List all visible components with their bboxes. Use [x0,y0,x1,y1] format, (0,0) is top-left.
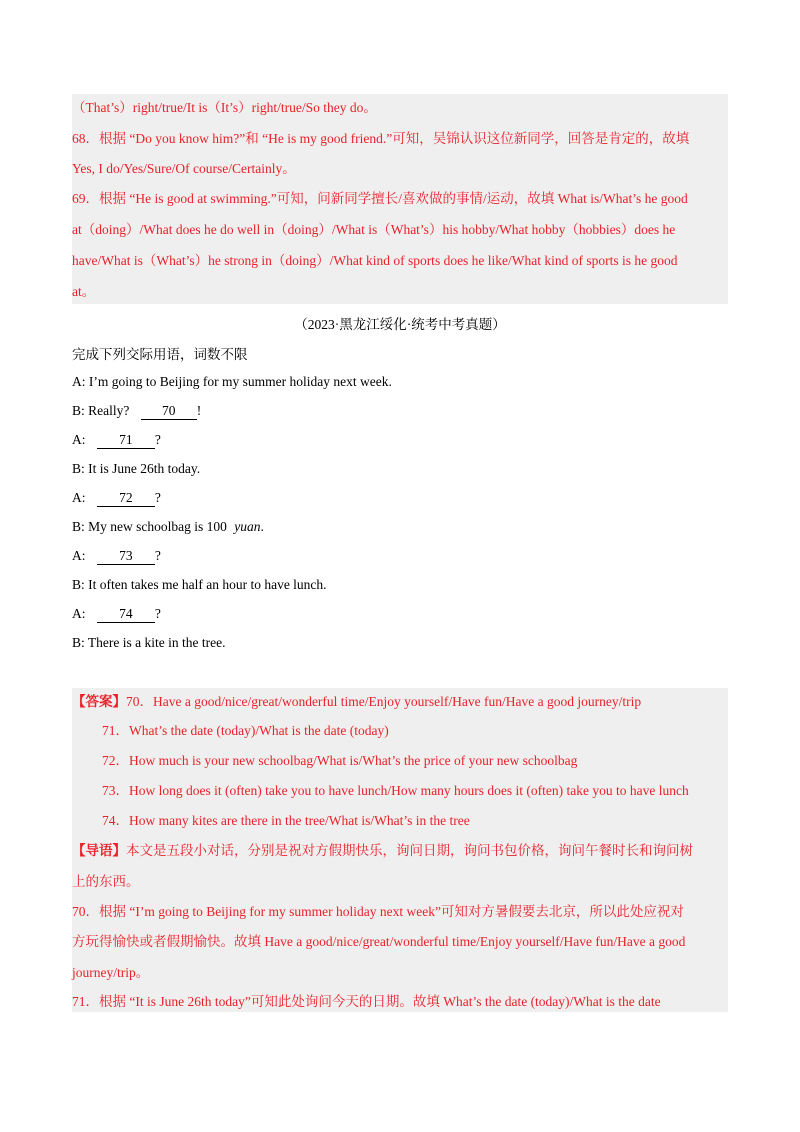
dialogue-a3-prefix: A: [72,490,86,505]
explanation-70-line-1: 70．根据 “I’m going to Beijing for my summer holiday next week”可知对方暑假要去北京，所以此处应祝对 [72,904,684,919]
dialogue-a3 [72,488,728,508]
guide-line-1 [72,841,728,861]
explanation-69-line-4: at。 [72,284,96,299]
answer-71: 71．What’s the date (today)/What is the date (today) [102,723,389,738]
dialogue-b1-suffix: ! [196,403,202,418]
instruction-text: 完成下列交际用语，词数不限 [72,347,248,362]
dialogue-a2 [72,430,728,450]
dialogue-a3-suffix: ? [154,490,161,505]
explanation-69-line-2: at（doing）/What does he do well in（doing）/What is（What’s）his hobby/What hobby（hobbies）does he [72,222,676,237]
dialogue-a5-suffix: ? [154,606,161,621]
explanation-70-line-3: journey/trip。 [72,965,150,980]
dialogue-b1 [72,401,728,421]
dialogue-b3-suffix: . [260,519,264,534]
answer-74: 74．How many kites are there in the tree/What is/What’s in the tree [102,813,470,828]
prev-answer-line: （That’s）right/true/It is（It’s）right/true/So they do。 [72,100,377,115]
explanation-69-line-1: 69．根据 “He is good at swimming.”可知，问新同学擅长/喜欢做的事情/运动，故填 What is/What’s he good [72,191,688,206]
dialogue-a4-suffix: ? [154,548,161,563]
dialogue-a5 [72,604,728,624]
dialogue-b4: B: It often takes me half an hour to have lunch. [72,577,327,592]
explanation-70-line-2: 方玩得愉快或者假期愉快。故填 Have a good/nice/great/wonderful time/Enjoy yourself/Have fun/Have a good [72,934,686,949]
dialogue-b3-yuan: yuan [234,519,261,534]
guide-text-1: 本文是五段小对话，分别是祝对方假期快乐，询问日期，询问书包价格，询问午餐时长和询问树 [126,843,693,858]
guide-line-2: 上的东西。 [72,874,140,889]
blank-72: 72 [97,490,155,507]
explanation-71-line-1: 71．根据 “It is June 26th today”可知此处询问今天的日期。故填 What’s the date (today)/What is the date [72,994,661,1009]
guide-label: 【导语】 [72,843,126,858]
dialogue-b1-prefix: B: Really? [72,403,130,418]
dialogue-a4 [72,546,728,566]
dialogue-b3 [72,517,728,537]
answer-70-line [72,692,728,712]
dialogue-b2: B: It is June 26th today. [72,461,201,476]
answer-73: 73．How long does it (often) take you to have lunch/How many hours does it (often) take you to have lunch [102,783,689,798]
explanation-68-line-2: Yes, I do/Yes/Sure/Of course/Certainly。 [72,161,296,176]
blank-74: 74 [97,606,155,623]
dialogue-a2-prefix: A: [72,432,86,447]
answer-70: 70．Have a good/nice/great/wonderful time/Enjoy yourself/Have fun/Have a good journey/trip [126,694,642,709]
dialogue-b5: B: There is a kite in the tree. [72,635,226,650]
blank-73: 73 [97,548,155,565]
blank-71: 71 [97,432,155,449]
dialogue-a2-suffix: ? [154,432,161,447]
dialogue-a1: A: I’m going to Beijing for my summer holiday next week. [72,374,392,389]
explanation-68-line-1: 68．根据 “Do you know him?”和 “He is my good friend.”可知，吴锦认识这位新同学，回答是肯定的，故填 [72,131,690,146]
explanation-69-line-3: have/What is（What’s）he strong in（doing）/What kind of sports does he like/What kind of sports is he good [72,253,678,268]
answer-label: 【答案】 [72,694,126,709]
source-title: （2023·黑龙江绥化·统考中考真题） [294,317,506,332]
answer-72: 72．How much is your new schoolbag/What is/What’s the price of your new schoolbag [102,753,578,768]
blank-70: 70 [141,403,197,420]
dialogue-a5-prefix: A: [72,606,86,621]
dialogue-a4-prefix: A: [72,548,86,563]
dialogue-b3-prefix: B: My new schoolbag is 100 [72,519,227,534]
